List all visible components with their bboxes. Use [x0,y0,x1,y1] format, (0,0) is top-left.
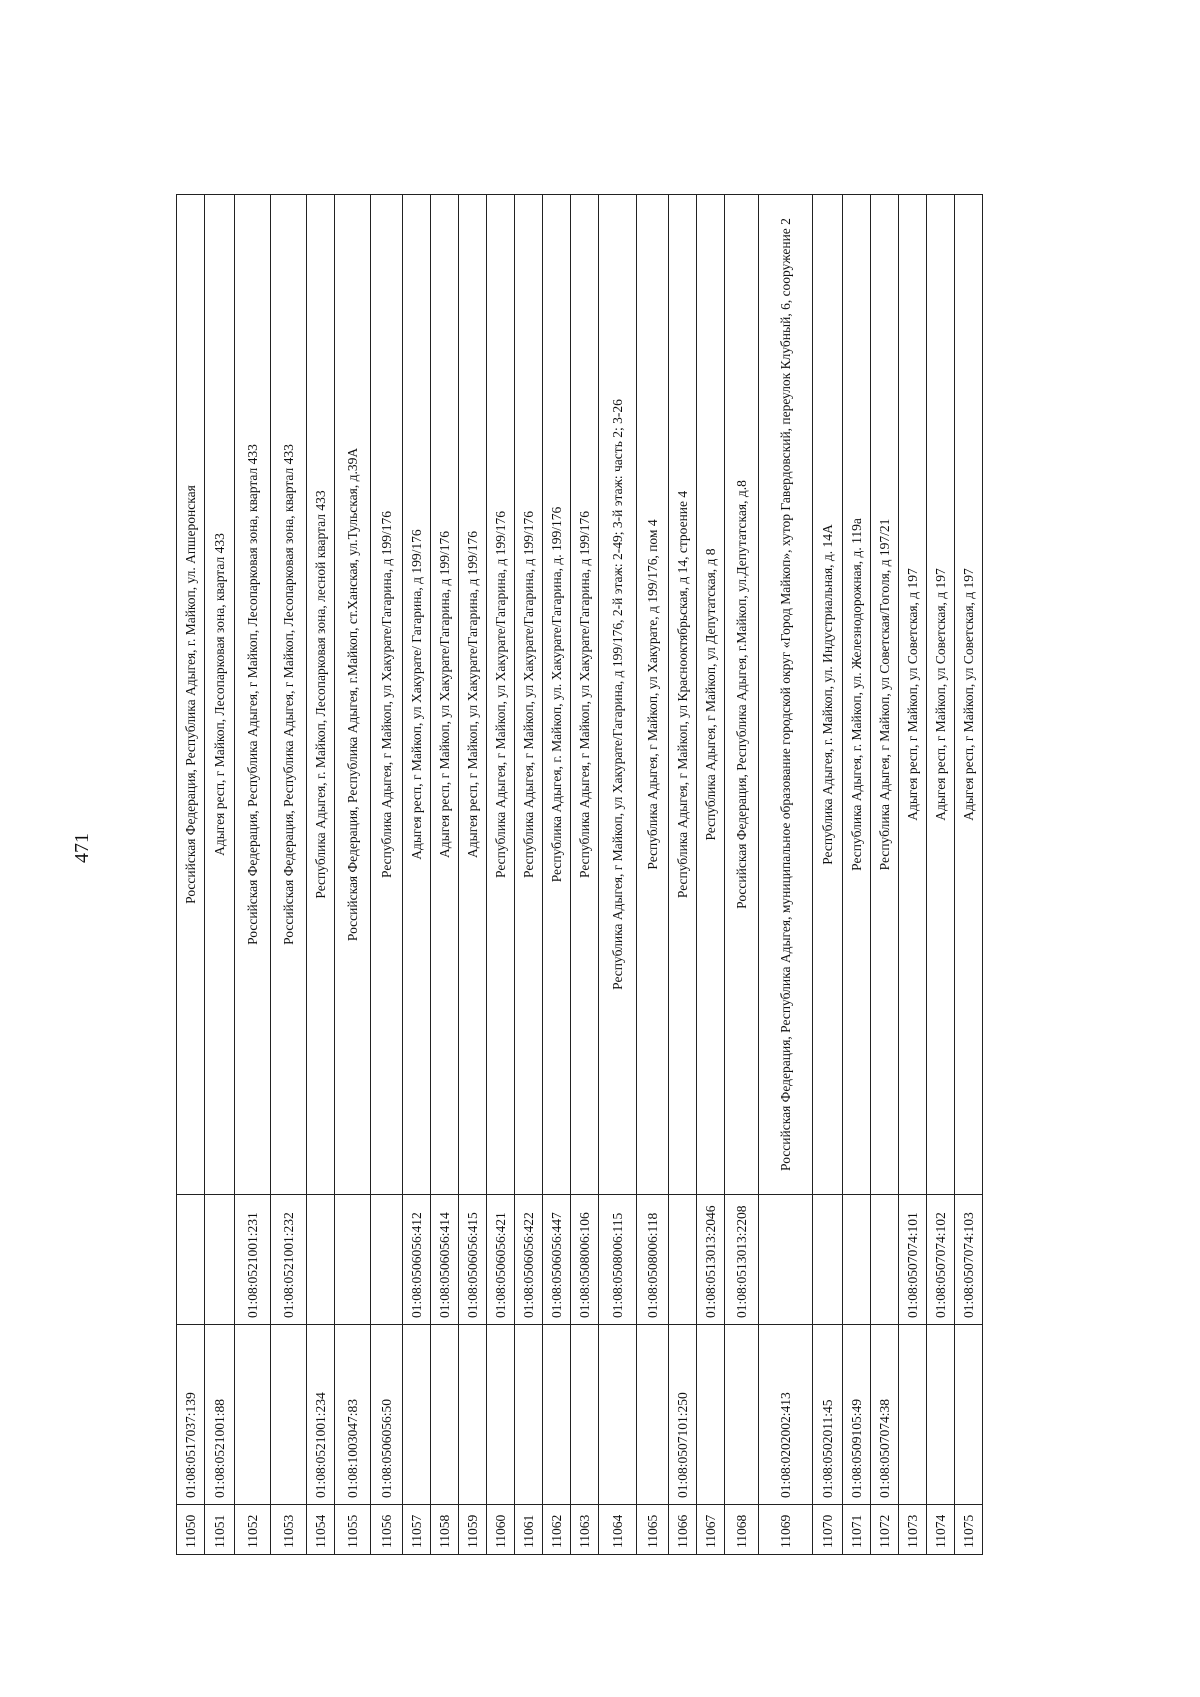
cadastral-number-cell: 01:08:0508006:115 [599,1195,637,1325]
cadastral-number-cell: 01:08:0521001:232 [271,1195,307,1325]
cadastral-number-cell: 01:08:0506056:447 [543,1195,571,1325]
cadastral-number-cell: 01:08:0507074:101 [899,1195,927,1325]
row-number-cell: 11073 [899,1505,927,1555]
address-cell: Адыгея респ, г Майкоп, ул Советская, д 197 [927,195,955,1195]
address-cell: Республика Адыгея, г. Майкоп, ул. Индустриальная, д. 14А [813,195,843,1195]
table-row [637,195,669,1555]
cadastral-number-cell: 01:08:0507074:102 [927,1195,955,1325]
table-row [271,195,307,1555]
cadastral-number-cell: 01:08:0508006:118 [637,1195,669,1325]
address-cell: Российская Федерация, Республика Адыгея, г.Майкоп, ул.Депутатская, д.8 [725,195,759,1195]
table-row [177,195,205,1555]
cadastral-number-cell: 01:08:0508006:106 [571,1195,599,1325]
address-cell: Адыгея респ, г Майкоп, ул Советская, д 197 [955,195,983,1195]
table-row [899,195,927,1555]
row-number-cell: 11052 [235,1505,271,1555]
cadastral-number-cell: 01:08:0506056:412 [403,1195,431,1325]
address-cell: Республика Адыгея, г. Майкоп, Лесопарковая зона, лесной квартал 433 [307,195,335,1195]
cadastral-number-cell [543,1325,571,1505]
cadastral-number-cell [637,1325,669,1505]
cadastral-number-cell [759,1195,813,1325]
cadastral-number-cell: 01:08:0506056:422 [515,1195,543,1325]
address-cell: Российская Федерация, Республика Адыгея, муниципальное образование городской округ «Город Майкоп», хутор Гавердовский, переулок Клубный, 6, сооружение 2 [759,195,813,1195]
cadastral-number-cell [487,1325,515,1505]
cadastral-number-cell: 01:08:0507101:250 [669,1325,697,1505]
address-cell: Республика Адыгея, г Майкоп, ул Краснооктябрьская, д 14, строение 4 [669,195,697,1195]
address-cell: Республика Адыгея, г. Майкоп, ул. Железнодорожная, д. 119а [843,195,871,1195]
table-row [235,195,271,1555]
table-row [371,195,403,1555]
address-cell: Республика Адыгея, г Майкоп, ул Хакурате/Гагарина, д 199/176 [571,195,599,1195]
table-row [431,195,459,1555]
cadastral-number-cell [955,1325,983,1505]
address-cell: Адыгея респ, г Майкоп, ул Хакурате/Гагарина, д 199/176 [431,195,459,1195]
cadastral-number-cell [871,1195,899,1325]
cadastral-number-cell: 01:08:0506056:414 [431,1195,459,1325]
address-cell: Адыгея респ, г Майкоп, Лесопарковая зона, квартал 433 [205,195,235,1195]
registry-table [176,194,983,1555]
address-cell: Адыгея респ, г Майкоп, ул Хакурате/ Гагарина, д 199/176 [403,195,431,1195]
table-row [871,195,899,1555]
cadastral-number-cell: 01:08:1003047:83 [335,1325,371,1505]
address-cell: Республика Адыгея, г Майкоп, ул Хакурате/Гагарина, д 199/176 [515,195,543,1195]
table-row [487,195,515,1555]
table-row [571,195,599,1555]
address-cell: Российская Федерация, Республика Адыгея, г Майкоп, Лесопарковая зона, квартал 433 [235,195,271,1195]
row-number-cell: 11063 [571,1505,599,1555]
table-row [759,195,813,1555]
table-row [307,195,335,1555]
table-row [403,195,431,1555]
address-cell: Республика Адыгея, г Майкоп, ул Хакурате/Гагарина, д 199/176 [371,195,403,1195]
registry-table-body [177,195,983,1555]
table-row [725,195,759,1555]
row-number-cell: 11071 [843,1505,871,1555]
row-number-cell: 11069 [759,1505,813,1555]
row-number-cell: 11068 [725,1505,759,1555]
table-row [955,195,983,1555]
row-number-cell: 11072 [871,1505,899,1555]
cadastral-number-cell [843,1195,871,1325]
table-row [515,195,543,1555]
table-row [669,195,697,1555]
row-number-cell: 11065 [637,1505,669,1555]
row-number-cell: 11061 [515,1505,543,1555]
cadastral-number-cell: 01:08:0506056:421 [487,1195,515,1325]
cadastral-number-cell [571,1325,599,1505]
address-cell: Республика Адыгея, г Майкоп, ул Хакурате/Гагарина, д 199/176, 2-й этаж: 2-49; 3-й этаж: часть 2; 3-26 [599,195,637,1195]
table-row [459,195,487,1555]
table-row [599,195,637,1555]
cadastral-number-cell [431,1325,459,1505]
table-row [205,195,235,1555]
cadastral-number-cell [697,1325,725,1505]
cadastral-number-cell [177,1195,205,1325]
cadastral-number-cell: 01:08:0507074:38 [871,1325,899,1505]
row-number-cell: 11055 [335,1505,371,1555]
cadastral-number-cell: 01:08:0517037:139 [177,1325,205,1505]
address-cell: Республика Адыгея, г. Майкоп, ул. Хакурате/Гагарина, д. 199/176 [543,195,571,1195]
address-cell: Республика Адыгея, г Майкоп, ул Хакурате, д 199/176, пом 4 [637,195,669,1195]
cadastral-number-cell [459,1325,487,1505]
cadastral-number-cell: 01:08:0513013:2046 [697,1195,725,1325]
table-row [813,195,843,1555]
cadastral-number-cell: 01:08:0202002:413 [759,1325,813,1505]
address-cell: Российская Федерация, Республика Адыгея, г Майкоп, Лесопарковая зона, квартал 433 [271,195,307,1195]
cadastral-number-cell [205,1195,235,1325]
row-number-cell: 11075 [955,1505,983,1555]
cadastral-number-cell: 01:08:0521001:231 [235,1195,271,1325]
address-cell: Российская Федерация, Республика Адыгея, г. Майкоп, ул. Апшеронская [177,195,205,1195]
page-number: 471 [71,833,93,863]
table-row [335,195,371,1555]
table-row [927,195,955,1555]
row-number-cell: 11053 [271,1505,307,1555]
row-number-cell: 11058 [431,1505,459,1555]
cadastral-number-cell: 01:08:0506056:415 [459,1195,487,1325]
address-cell: Адыгея респ, г Майкоп, ул Советская, д 197 [899,195,927,1195]
cadastral-number-cell: 01:08:0506056:50 [371,1325,403,1505]
cadastral-number-cell: 01:08:0507074:103 [955,1195,983,1325]
cadastral-number-cell [725,1325,759,1505]
address-cell: Республика Адыгея, г Майкоп, ул Советская/Гоголя, д 197/21 [871,195,899,1195]
table-row [543,195,571,1555]
row-number-cell: 11054 [307,1505,335,1555]
address-cell: Адыгея респ, г Майкоп, ул Хакурате/Гагарина, д 199/176 [459,195,487,1195]
row-number-cell: 11056 [371,1505,403,1555]
cadastral-number-cell [899,1325,927,1505]
row-number-cell: 11067 [697,1505,725,1555]
cadastral-number-cell: 01:08:0521001:88 [205,1325,235,1505]
address-cell: Республика Адыгея, г Майкоп, ул Хакурате/Гагарина, д 199/176 [487,195,515,1195]
cadastral-number-cell [335,1195,371,1325]
row-number-cell: 11060 [487,1505,515,1555]
cadastral-number-cell [371,1195,403,1325]
row-number-cell: 11064 [599,1505,637,1555]
row-number-cell: 11050 [177,1505,205,1555]
row-number-cell: 11070 [813,1505,843,1555]
row-number-cell: 11066 [669,1505,697,1555]
row-number-cell: 11059 [459,1505,487,1555]
cadastral-number-cell: 01:08:0509105:49 [843,1325,871,1505]
registry-table-container [176,195,1086,1555]
cadastral-number-cell: 01:08:0513013:2208 [725,1195,759,1325]
row-number-cell: 11051 [205,1505,235,1555]
cadastral-number-cell [271,1325,307,1505]
cadastral-number-cell [235,1325,271,1505]
address-cell: Республика Адыгея, г Майкоп, ул Депутатская, д 8 [697,195,725,1195]
cadastral-number-cell: 01:08:0521001:234 [307,1325,335,1505]
row-number-cell: 11074 [927,1505,955,1555]
row-number-cell: 11057 [403,1505,431,1555]
cadastral-number-cell [669,1195,697,1325]
cadastral-number-cell: 01:08:0502011:45 [813,1325,843,1505]
cadastral-number-cell [307,1195,335,1325]
table-row [843,195,871,1555]
cadastral-number-cell [403,1325,431,1505]
cadastral-number-cell [515,1325,543,1505]
cadastral-number-cell [927,1325,955,1505]
table-row [697,195,725,1555]
row-number-cell: 11062 [543,1505,571,1555]
cadastral-number-cell [599,1325,637,1505]
cadastral-number-cell [813,1195,843,1325]
address-cell: Российская Федерация, Республика Адыгея, г.Майкоп, ст.Ханская, ул.Тульская, д.39А [335,195,371,1195]
